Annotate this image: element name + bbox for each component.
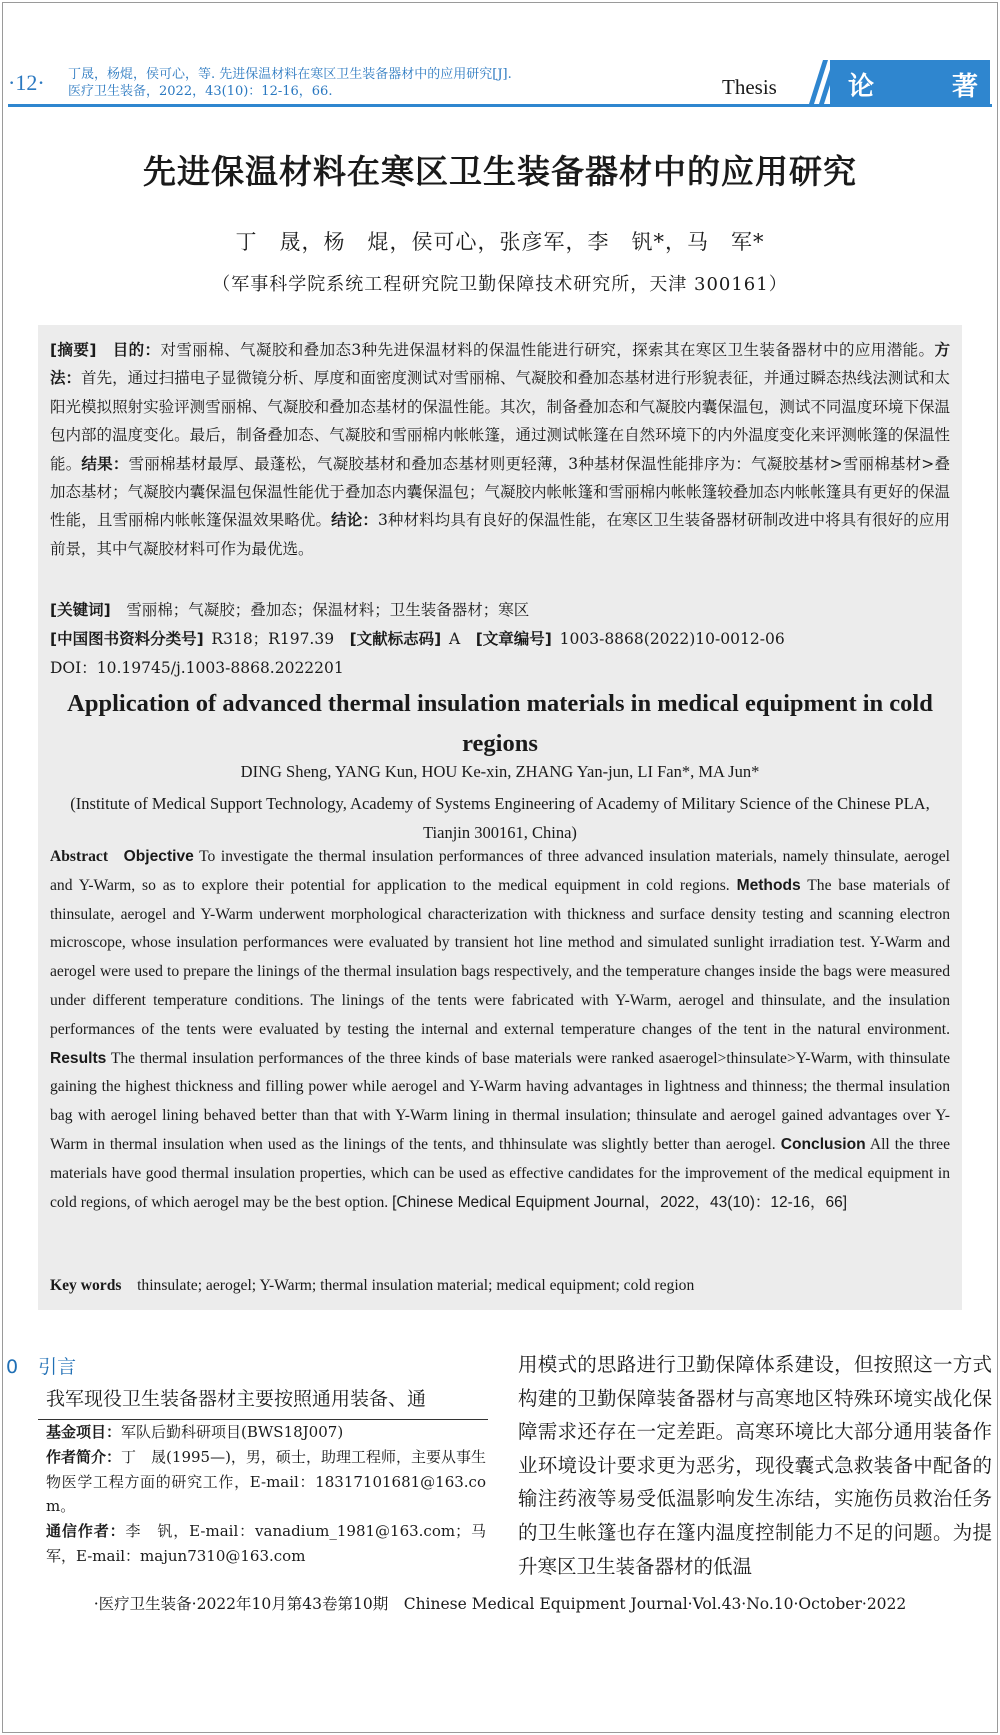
page-header xyxy=(0,0,1000,110)
page-number: ·12· xyxy=(8,70,45,95)
abstract-en xyxy=(50,843,950,1217)
doc-code-label: [文献标志码] xyxy=(349,630,442,648)
keywords-cn-label: [关键词] xyxy=(50,601,111,619)
fund-label: 基金项目： xyxy=(46,1423,122,1441)
methods-cn-label: 方法： xyxy=(50,341,950,388)
keywords-cn-text: 雪丽棉；气凝胶；叠加态；保温材料；卫生装备器材；寒区 xyxy=(126,601,530,619)
methods-cn-text: 首先，通过扫描电子显微镜分析、厚度和面密度测试对雪丽棉、气凝胶和叠加态基材进行形貌表征，并通过瞬态热线法测试和太阳光模拟照射实验评测雪丽棉、气凝胶和叠加态基材的保温性能。其次，制备叠加态和气凝胶内囊保温包，测试不同温度环境下保温包内部的温度变化。最后，制备叠加态、气凝胶和雪丽棉内帐帐篷，通过测试帐篷在自然环境下的内外温度变化来评测帐篷的保温性能。 xyxy=(50,369,950,473)
conclusion-cn-text: 3种材料均具有良好的保温性能，在寒区卫生装备器材研制改进中将具有很好的应用前景，其中气凝胶材料可作为最优选。 xyxy=(50,511,950,558)
results-en-label: Results xyxy=(50,1049,107,1067)
citation-line-1: 丁晟，杨焜，侯可心，等. 先进保温材料在寒区卫生装备器材中的应用研究[J]. xyxy=(68,67,512,82)
keywords-en-label: Key words xyxy=(50,1277,122,1294)
citation-line-2: 医疗卫生装备，2022，43(10)：12-16，66. xyxy=(68,84,333,99)
footnote-fund xyxy=(46,1420,486,1445)
intro-left-text: 我军现役卫生装备器材主要按照通用装备、通 xyxy=(46,1388,427,1410)
abstract-en-label: Abstract xyxy=(50,848,109,865)
section-number: 0 xyxy=(6,1356,19,1378)
objective-cn-text: 对雪丽棉、气凝胶和叠加态3种先进保温材料的保温性能进行研究，探索其在寒区卫生装备器材中的应用潜能。 xyxy=(160,341,935,359)
conclusion-en-label: Conclusion xyxy=(780,1135,866,1153)
results-cn-text: 雪丽棉基材最厚、最蓬松，气凝胶基材和叠加态基材则更轻薄，3种基材保温性能排序为：气凝胶基材>雪丽棉基材>叠加态基材；气凝胶内囊保温包保温性能优于叠加态内囊保温包；气凝胶内帐帐篷和雪丽棉内帐帐篷较叠加态内帐帐篷具有更好的保温性能，且雪丽棉内帐帐篷保温效果略优。 xyxy=(50,454,950,530)
corresponding-text: 李 钒，E-mail：vanadium_1981@163.com；马 军，E-mail：majun7310@163.com xyxy=(46,1522,502,1565)
objective-cn-label: 目的： xyxy=(112,341,161,359)
results-en-text: The thermal insulation performances of the three kinds of base materials were ranked asaerogel>thinsulate>Y-Warm, with thinsulate gaining the highest thickness and filling power while aerogel and Y-Warm having advantages in lightness and thinness; the thermal insulation bag with aerogel lining behaved better than that with Y-Warm lining in thermal insulation; thinsulate and aerogel gained advantages over Y-Warm in thermal insulation when used as the linings of the tents, and thhinsulate was slightly better than aerogel. xyxy=(50,1049,950,1153)
keywords-en xyxy=(50,1277,694,1295)
authors-cn: 丁 晟，杨 焜，侯可心，张彦军，李 钒*，马 军* xyxy=(235,230,765,254)
methods-en-label: Methods xyxy=(736,876,801,894)
methods-en-text: The base materials of thinsulate, aerogel and Y-Warm underwent morphological characterization with thickness and surface density testing and scanning electron microscope, whose insulation performances were evaluated by transient hot line method and simulated sunlight irradiation test. Y-Warm and aerogel were used to prepare the linings of the thermal insulation bags respectively, and the temperature changes inside the bags were measured under different temperature conditions. The linings of the tents were fabricated with Y-Warm, aerogel and thinsulate, and the insulation performances of the tents were evaluated by testing the internal and external temperature changes of the tent in the natural environment. xyxy=(50,876,950,1038)
title-en: Application of advanced thermal insulation materials in medical equipment in cold regions xyxy=(67,690,933,757)
authors-en: DING Sheng, YANG Kun, HOU Ke-xin, ZHANG Yan-jun, LI Fan*, MA Jun* xyxy=(240,762,760,781)
intro-right-text: 用模式的思路进行卫勤保障体系建设，但按照这一方式构建的卫勤保障装备器材与高寒地区特殊环境实战化保障需求还存在一定差距。高寒环境比大部分通用装备作业环境设计要求更为恶劣，现役囊式急救装备中配备的输注药液等易受低温影响发生冻结，实施伤员救治任务的卫生帐篷也存在篷内温度控制能力不足的问题。为提升寒区卫生装备器材的低温 xyxy=(518,1353,992,1578)
page-footer: ·医疗卫生装备·2022年10月第43卷第10期 Chinese Medical Equipment Journal·Vol.43·No.10·October·2022 xyxy=(93,1595,907,1613)
affiliation-cn: （军事科学院系统工程研究院卫勤保障技术研究所，天津 300161） xyxy=(212,274,788,295)
affiliation-en: (Institute of Medical Support Technology, Academy of Systems Engineering of Academy of Military Science of the Chinese PLA, Tianjin 300161, China) xyxy=(70,794,930,842)
section-title: 引言 xyxy=(38,1356,77,1378)
keywords-en-text: thinsulate; aerogel; Y-Warm; thermal insulation material; medical equipment; cold region xyxy=(137,1277,695,1294)
section-tag xyxy=(830,60,990,104)
conclusion-cn-label: 结论： xyxy=(331,511,378,530)
section-tag-char-2: 著 xyxy=(952,72,979,102)
abstract-cn-label: [摘要] xyxy=(50,341,97,359)
footnotes xyxy=(46,1420,502,1569)
header-rule xyxy=(8,104,992,107)
doi: DOI：10.19745/j.1003-8868.2022201 xyxy=(50,659,344,677)
article-no-value: 1003-8868(2022)10-0012-06 xyxy=(559,630,785,648)
journal-citation-en: [Chinese Medical Equipment Journal，2022，43(10)：12-16，66] xyxy=(392,1193,848,1211)
results-cn-label: 结果： xyxy=(81,454,129,473)
corresponding-label: 通信作者： xyxy=(46,1522,126,1541)
footnote-corresponding xyxy=(46,1519,502,1569)
abstract-cn xyxy=(50,336,950,563)
article-no-label: [文章编号] xyxy=(475,630,552,648)
section-heading-intro xyxy=(6,1352,76,1379)
citation-header xyxy=(68,66,512,100)
doc-code-value: A xyxy=(449,630,461,648)
footnote-author xyxy=(46,1445,486,1519)
keywords-cn xyxy=(50,598,950,620)
fund-text: 军队后勤科研项目(BWS18J007) xyxy=(121,1423,344,1441)
conclusion-en-text: All the three materials have good thermal insulation properties, which can be used as effective candidates for the improvement of the medical equipment in cold regions, of which aerogel may be the best option. xyxy=(50,1135,950,1211)
classification-line xyxy=(50,627,950,649)
author-bio-label: 作者简介： xyxy=(46,1447,122,1466)
clc-label: [中国图书资料分类号] xyxy=(50,630,204,648)
section-label-en: Thesis xyxy=(722,75,777,99)
title-cn: 先进保温材料在寒区卫生装备器材中的应用研究 xyxy=(143,152,857,191)
section-tag-char-1: 论 xyxy=(848,72,875,102)
clc-value: R318；R197.39 xyxy=(211,630,335,648)
author-bio-text: 丁 晟(1995—)，男，硕士，助理工程师，主要从事生物医学工程方面的研究工作，E-mail：18317101681@163.com。 xyxy=(46,1447,486,1516)
objective-en-label: Objective xyxy=(123,848,194,865)
objective-en-text: To investigate the thermal insulation performances of three advanced insulation materials, namely thinsulate, aerogel and Y-Warm, so as to explore their potential for application to the medical equipment in cold regions. xyxy=(50,848,950,894)
